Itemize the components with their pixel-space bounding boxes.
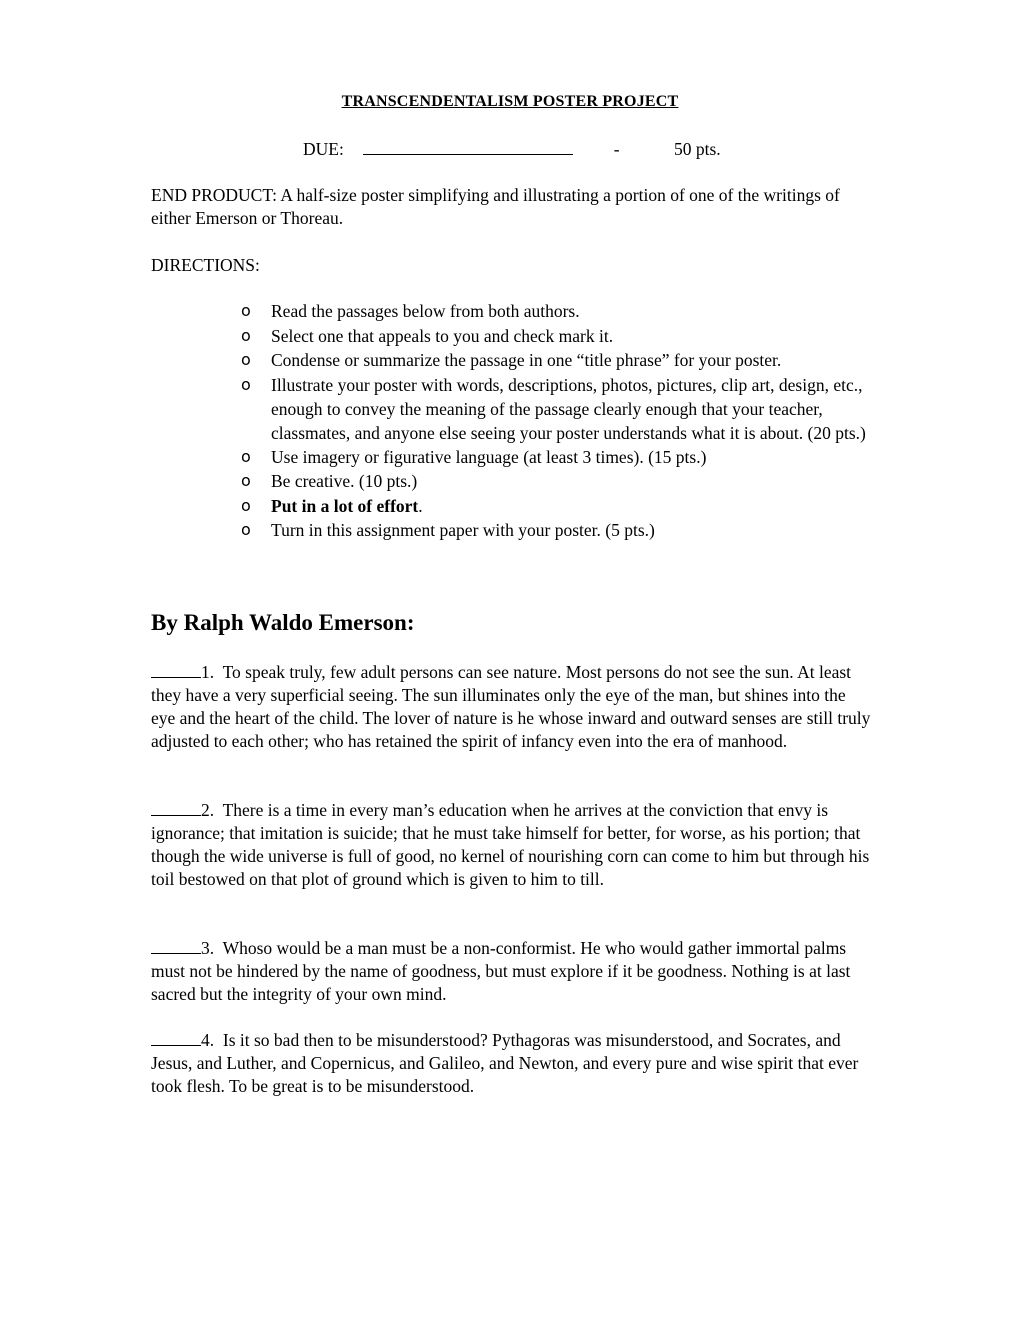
direction-period: . xyxy=(418,495,423,516)
directions-label: DIRECTIONS: xyxy=(151,255,260,275)
due-dash: - xyxy=(613,139,620,159)
list-item xyxy=(241,445,871,470)
passage-text: Whoso would be a man must be a non-conformist. He who would gather immortal palms must not be hindered by the name of goodness, but must explore if it be goodness. Nothing is at last sacred but the integrity of your own mind. xyxy=(151,938,851,1004)
passage-text: Is it so bad then to be misunderstood? Pythagoras was misunderstood, and Socrates, and Jesus, and Luther, and Copernicus, and Galileo, and Newton, and every pure and wise spirit that ever took flesh. To be great is to be misunderstood. xyxy=(151,1030,859,1096)
direction-text: Condense or summarize the passage in one “title phrase” for your poster. xyxy=(271,350,782,370)
bullet-icon: o xyxy=(241,350,251,369)
direction-text-bold: Put in a lot of effort xyxy=(271,495,419,516)
direction-text: Illustrate your poster with words, descriptions, photos, pictures, clip art, design, etc., enough to convey the meaning of the passage clearly enough that your teacher, classmates, and anyone else seeing your poster understands what it is about. (20 pts.) xyxy=(271,374,866,443)
passage-item xyxy=(151,937,871,1006)
passage-text: To speak truly, few adult persons can see nature. Most persons do not see the sun. At least they have a very superficial seeing. The sun illuminates only the eye of the man, but shines into the eye and the heart of the child. The lover of nature is he whose inward and outward senses are still truly adjusted to each other; who has retained the spirit of infancy even into the era of manhood. xyxy=(151,662,871,751)
check-blank[interactable] xyxy=(151,663,201,678)
list-item xyxy=(241,518,871,543)
bullet-icon: o xyxy=(241,325,251,345)
passage-number: 1. xyxy=(201,662,215,682)
list-item xyxy=(241,494,871,519)
passage-item xyxy=(151,661,871,753)
due-date-blank xyxy=(363,140,573,155)
section-heading: By Ralph Waldo Emerson: xyxy=(151,610,415,635)
bullet-icon: o xyxy=(241,301,251,320)
end-product-paragraph: END PRODUCT: A half-size poster simplifying and illustrating a portion of one of the writings of either Emerson or Thoreau. xyxy=(151,185,840,228)
bullet-icon: o xyxy=(241,495,251,515)
direction-text: Be creative. (10 pts.) xyxy=(271,471,418,491)
list-item xyxy=(241,299,871,324)
passage-text: There is a time in every man’s education when he arrives at the conviction that envy is ignorance; that imitation is suicide; that he must take himself for better, for worse, as his portion; that though the wide universe is full of good, no kernel of nourishing corn can come to him but through his toil bestowed on that plot of ground which is given to him to till. xyxy=(151,800,870,889)
list-item xyxy=(241,469,871,494)
bullet-icon: o xyxy=(241,471,251,490)
check-blank[interactable] xyxy=(151,1031,201,1046)
direction-text: Turn in this assignment paper with your poster. (5 pts.) xyxy=(271,520,655,540)
due-label: DUE: xyxy=(303,139,344,159)
check-blank[interactable] xyxy=(151,939,201,954)
passage-number: 4. xyxy=(201,1030,215,1050)
list-item xyxy=(241,324,871,349)
check-blank[interactable] xyxy=(151,801,201,816)
bullet-icon: o xyxy=(241,374,251,394)
directions-list xyxy=(241,299,871,543)
bullet-icon: o xyxy=(241,520,251,539)
passage-number: 3. xyxy=(201,938,215,958)
passage-item xyxy=(151,1029,871,1098)
due-line xyxy=(303,139,721,160)
bullet-icon: o xyxy=(241,446,251,466)
list-item xyxy=(241,373,871,445)
page-title: TRANSCENDENTALISM POSTER PROJECT xyxy=(341,93,679,110)
passage-item xyxy=(151,799,871,891)
direction-text: Use imagery or figurative language (at least 3 times). (15 pts.) xyxy=(271,446,707,467)
direction-text: Select one that appeals to you and check mark it. xyxy=(271,325,614,346)
list-item xyxy=(241,348,871,373)
total-points: 50 pts. xyxy=(673,139,721,159)
passage-number: 2. xyxy=(201,800,215,820)
direction-text: Read the passages below from both authors. xyxy=(271,301,580,321)
